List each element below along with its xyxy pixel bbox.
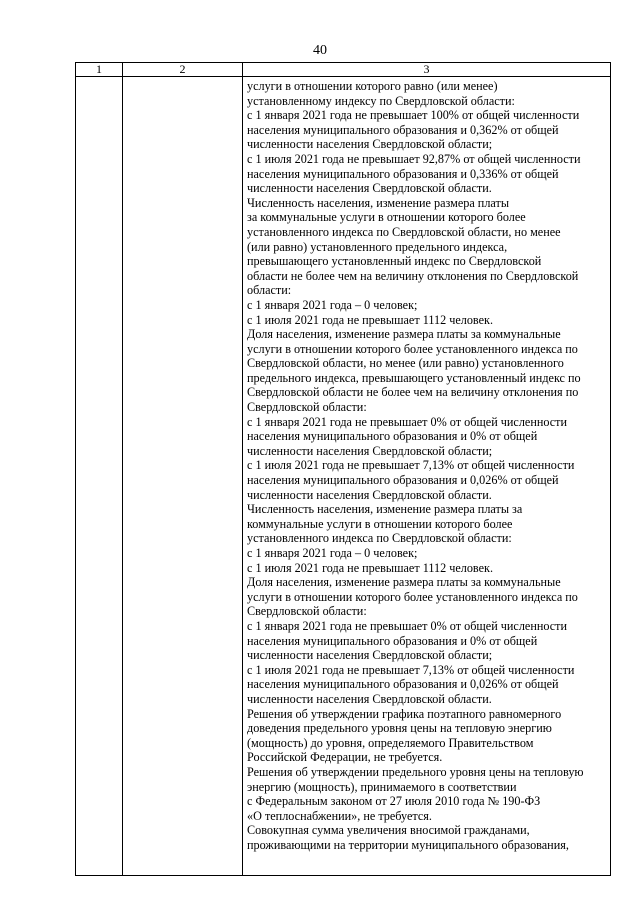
text-line: (или равно) установленного предельного индекса, (247, 239, 508, 254)
column-3-cell (243, 77, 611, 876)
text-line: Решения об утверждении графика поэтапного равномерного (247, 706, 562, 721)
text-line: Свердловской области, но менее (или равно) установленного (247, 356, 564, 371)
column-header-1: 1 (76, 63, 123, 77)
column-header-2: 2 (123, 63, 243, 77)
table-row (76, 77, 611, 876)
text-line: численности населения Свердловской области; (247, 648, 493, 663)
text-line: (мощность) до уровня, определяемого Правительством (247, 735, 534, 750)
text-line: населения муниципального образования и 0,336% от общей (247, 166, 559, 181)
text-line: населения муниципального образования и 0,026% от общей (247, 473, 559, 488)
text-line: с 1 января 2021 года – 0 человек; (247, 546, 418, 560)
text-line: области: (247, 283, 292, 298)
text-line: с 1 января 2021 года не превышает 0% от общей численности (247, 414, 568, 429)
text-line: области не более чем на величину отклонения по Свердловской (247, 268, 579, 283)
document-table (75, 62, 611, 876)
text-line: установленного индекса по Свердловской области: (247, 531, 512, 546)
text-line: населения муниципального образования и 0,026% от общей (247, 677, 559, 692)
column-2-cell (123, 77, 243, 876)
text-line: с 1 июля 2021 года не превышает 7,13% от общей численности (247, 662, 575, 677)
text-line: Доля населения, изменение размера платы за коммунальные (247, 327, 561, 342)
text-line: Доля населения, изменение размера платы за коммунальные (247, 575, 561, 590)
text-line: превышающего установленный индекс по Свердловской (247, 254, 542, 269)
text-line: коммунальные услуги в отношении которого более (247, 516, 513, 531)
text-line: Численность населения, изменение размера платы (247, 195, 510, 210)
text-line: «О теплоснабжении», не требуется. (247, 808, 432, 823)
column-1-cell (76, 77, 123, 876)
text-line: за коммунальные услуги в отношении которого более (247, 210, 526, 225)
text-line: Совокупная сумма увеличения вносимой гражданами, (247, 823, 530, 838)
text-line: Российской Федерации, не требуется. (247, 750, 443, 765)
text-line: услуги в отношении которого более установленного индекса по (247, 341, 578, 356)
text-line: предельного индекса, превышающего установленный индекс по (247, 370, 581, 385)
text-line: численности населения Свердловской области. (247, 691, 492, 706)
text-line: с 1 июля 2021 года не превышает 1112 человек. (247, 312, 493, 327)
table-header-row (76, 63, 611, 77)
column-3-text (243, 77, 610, 852)
text-line: с Федеральным законом от 27 июля 2010 года № 190-ФЗ (247, 794, 541, 809)
text-line: численности населения Свердловской области; (247, 443, 493, 458)
text-line: с 1 января 2021 года не превышает 100% от общей численности (247, 108, 580, 123)
text-line: Свердловской области: (247, 400, 367, 415)
column-header-3: 3 (243, 63, 611, 77)
page-number: 40 (313, 43, 327, 58)
text-line: с 1 июля 2021 года не превышает 92,87% от общей численности (247, 151, 581, 166)
text-line: населения муниципального образования и 0,362% от общей (247, 122, 559, 137)
text-line: численности населения Свердловской области. (247, 181, 492, 196)
text-line: Численность населения, изменение размера платы за (247, 502, 523, 517)
text-line: Свердловской области не более чем на величину отклонения по (247, 385, 579, 400)
text-line: Свердловской области: (247, 604, 367, 619)
text-line: с 1 июля 2021 года не превышает 7,13% от общей численности (247, 458, 575, 473)
text-line: Решения об утверждении предельного уровня цены на тепловую (247, 764, 584, 779)
text-line: энергию (мощность), принимаемого в соответствии (247, 779, 517, 794)
text-line: установленному индексу по Свердловской области: (247, 93, 515, 108)
text-line: численности населения Свердловской области. (247, 487, 492, 502)
text-line: населения муниципального образования и 0% от общей (247, 429, 538, 444)
text-line: проживающими на территории муниципального образования, (247, 837, 569, 852)
text-line: численности населения Свердловской области; (247, 137, 493, 152)
text-line: установленного индекса по Свердловской области, но менее (247, 224, 561, 239)
text-line: с 1 января 2021 года не превышает 0% от общей численности (247, 618, 568, 633)
text-line: с 1 января 2021 года – 0 человек; (247, 297, 418, 312)
text-line: услуги в отношении которого более установленного индекса по (247, 589, 578, 604)
text-line: услуги в отношении которого равно (или менее) (247, 79, 498, 93)
text-line: населения муниципального образования и 0% от общей (247, 633, 538, 648)
text-line: с 1 июля 2021 года не превышает 1112 человек. (247, 560, 493, 575)
text-line: доведения предельного уровня цены на тепловую энергию (247, 721, 552, 736)
